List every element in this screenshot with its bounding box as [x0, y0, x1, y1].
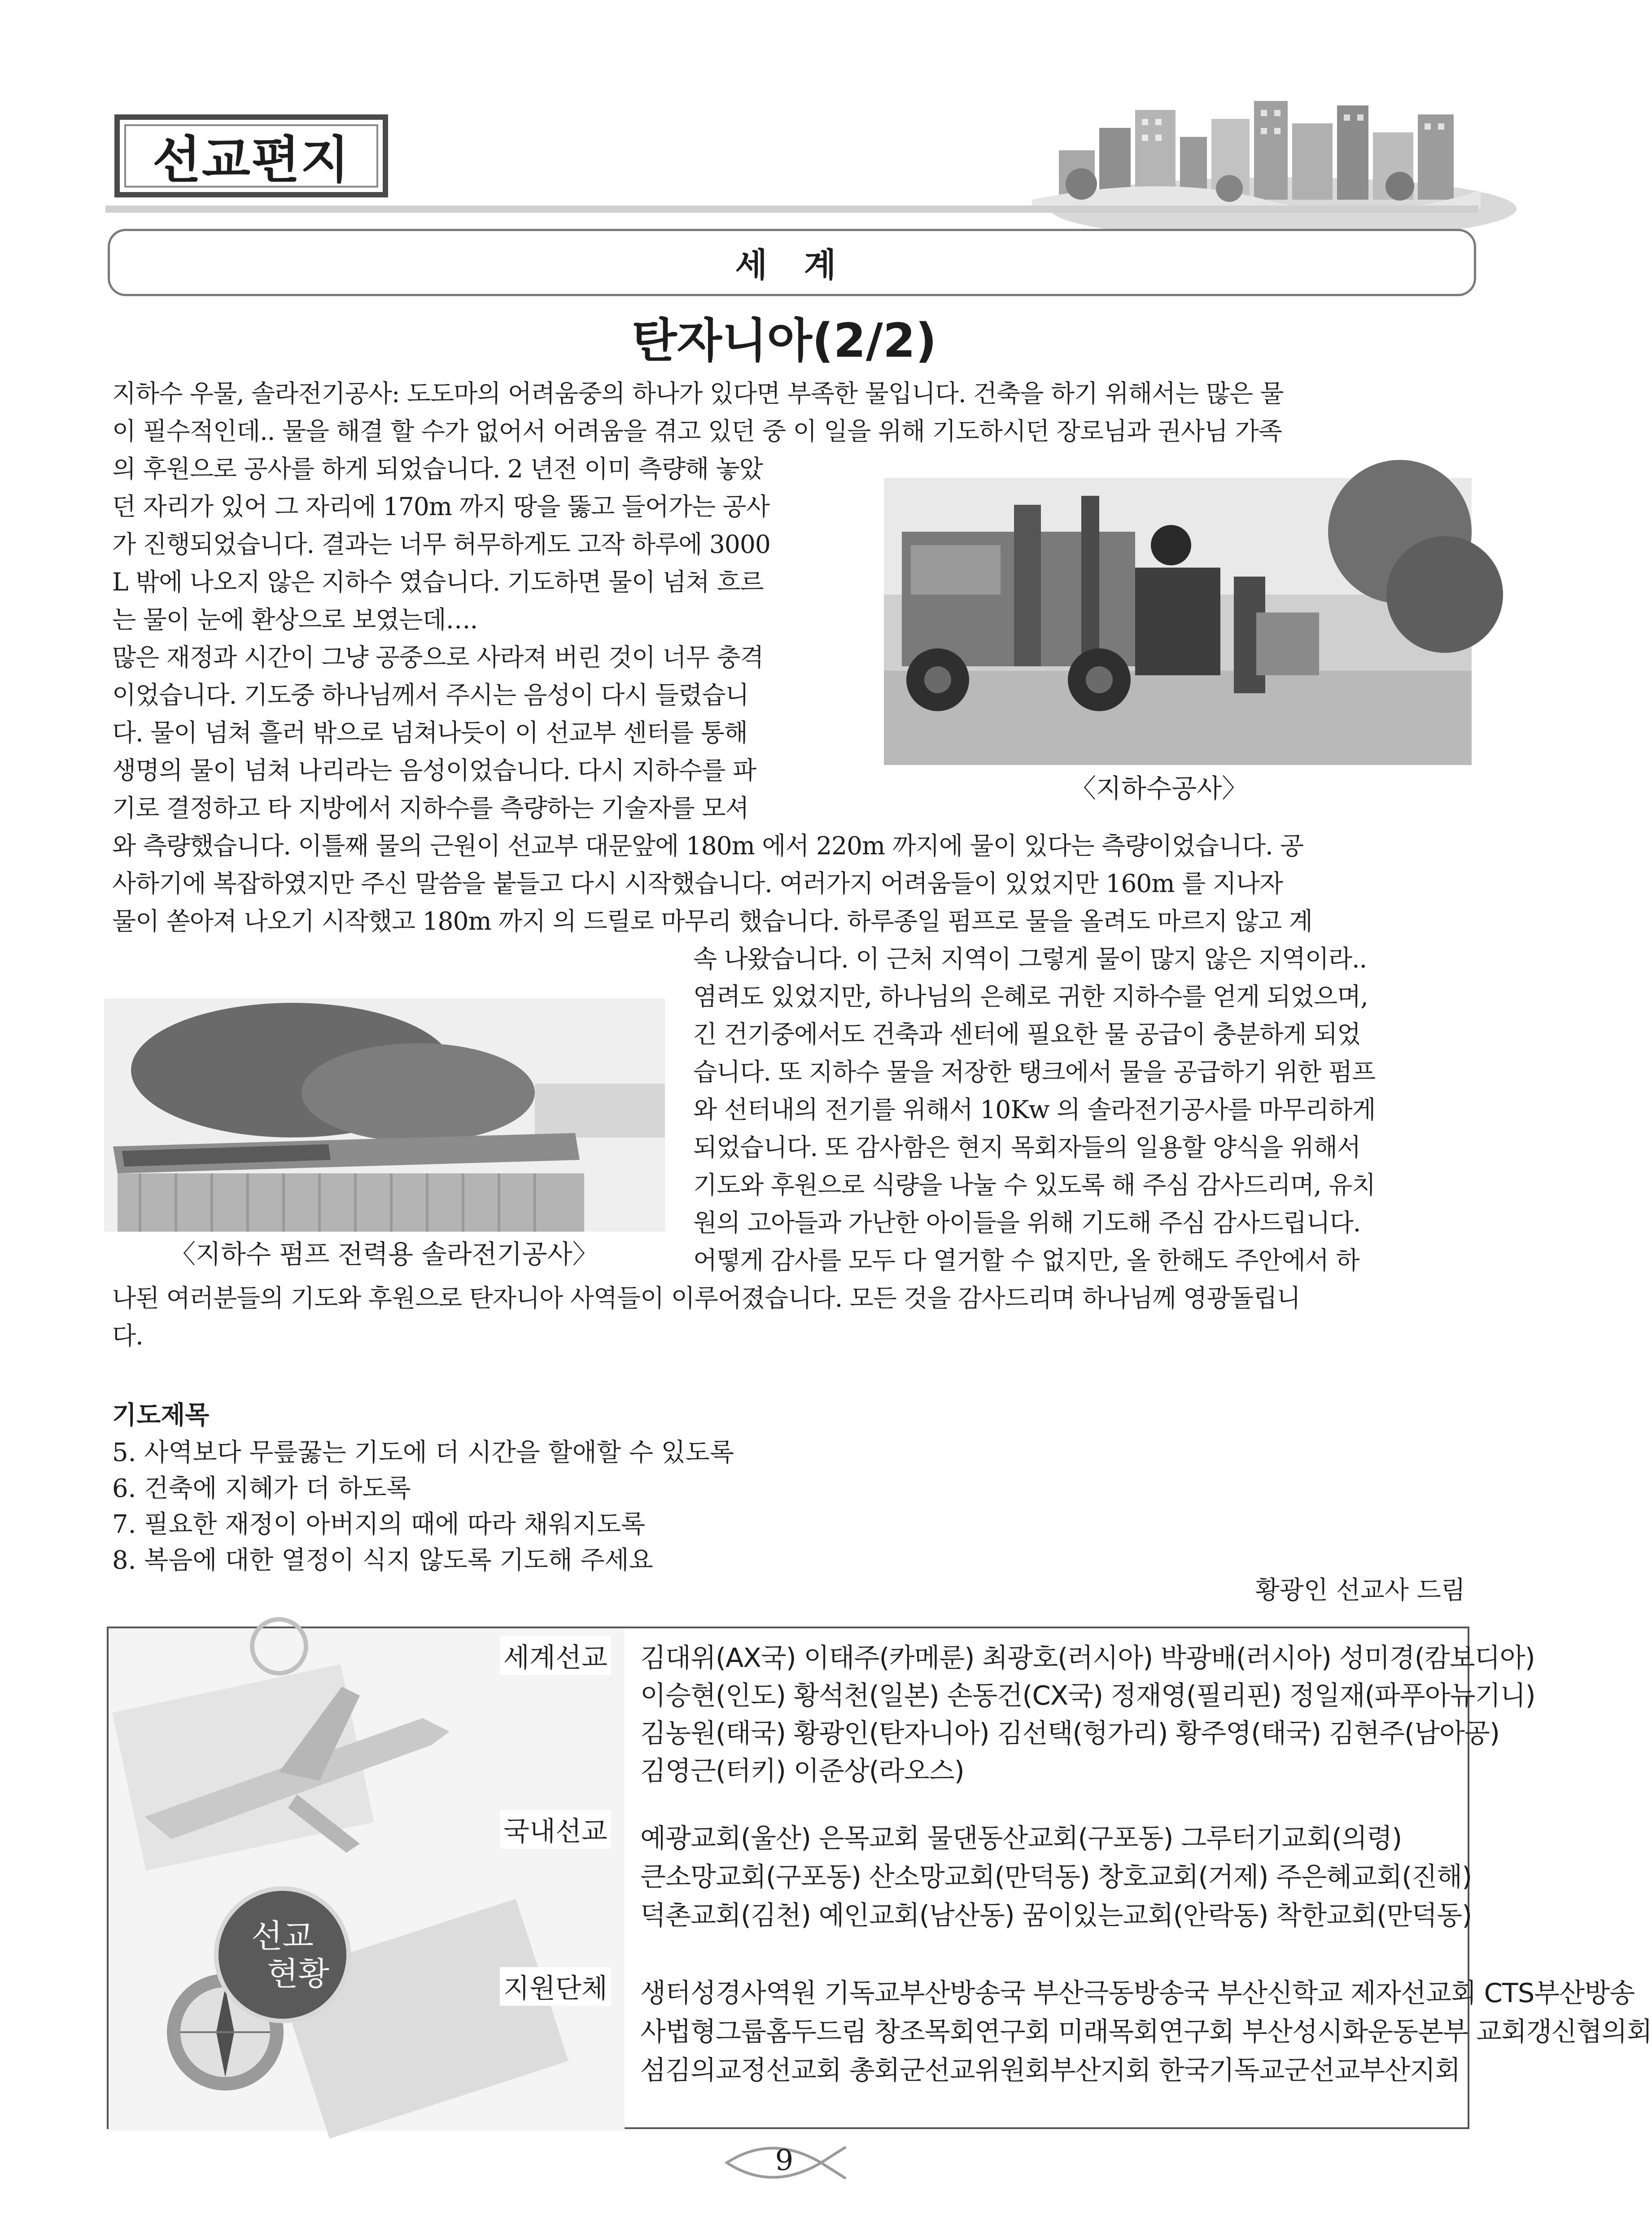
- category-label-world-mission: 세계선교: [500, 1636, 611, 1675]
- body-line: 사하기에 복잡하였지만 주신 말씀을 붙들고 다시 시작했습니다. 여러가지 어려움들이 있었지만 160m 를 지나자: [112, 869, 1283, 898]
- category-line: 김농원(태국) 황광인(탄자니아) 김선택(헝가리) 황주영(태국) 김현주(남아공): [640, 1718, 1500, 1749]
- city-illustration: [1032, 96, 1481, 209]
- section-category-pill: [108, 229, 1476, 296]
- body-line: 와 측량했습니다. 이틀째 물의 근원이 선교부 대문앞에 180m 에서 220m 까지에 물이 있다는 측량이었습니다. 공: [112, 831, 1304, 860]
- missionary-signature: 황광인 선교사 드림: [1255, 1576, 1465, 1605]
- body-line: 습니다. 또 지하수 물을 저장한 탱크에서 물을 공급하기 위한 펌프: [693, 1058, 1376, 1086]
- body-line: 속 나왔습니다. 이 근처 지역이 그렇게 물이 많지 않은 지역이라..: [693, 945, 1367, 973]
- category-line: 생터성경사역원 기독교부산방송국 부산극동방송국 부산신학교 제자선교회 CTS부산방송: [640, 1977, 1635, 2008]
- badge-text-line2: 현황: [267, 1955, 330, 1993]
- section-header-text: 선교편지: [152, 131, 350, 189]
- category-line: 덕촌교회(김천) 예인교회(남산동) 꿈이있는교회(안락동) 착한교회(만덕동): [640, 1900, 1472, 1931]
- prayer-topics-heading: 기도제목: [112, 1401, 210, 1430]
- solar-installation-photo: [104, 998, 665, 1232]
- category-label-domestic-mission: 국내선교: [500, 1810, 611, 1849]
- body-line: 나된 여러분들의 기도와 후원으로 탄자니아 사역들이 이루어졌습니다. 모든 것을 감사드리며 하나님께 영광돌립니: [112, 1284, 1300, 1312]
- body-line: 기도와 후원으로 식량을 나눌 수 있도록 해 주심 감사드리며, 유치: [693, 1171, 1376, 1199]
- body-line: 물이 쏟아져 나오기 시작했고 180m 까지 의 드릴로 마무리 했습니다. 하루종일 펌프로 물을 올려도 마르지 않고 계: [112, 907, 1312, 936]
- solar-photo-caption: 〈지하수 펌프 전력용 솔라전기공사〉: [170, 1239, 599, 1269]
- body-line: 와 선터내의 전기를 위해서 10Kw 의 솔라전기공사를 마무리하게: [693, 1095, 1376, 1124]
- body-line: 생명의 물이 넘쳐 나리라는 음성이었습니다. 다시 지하수를 파: [112, 756, 756, 785]
- badge-text-line1: 선교: [251, 1917, 314, 1955]
- body-line: 는 물이 눈에 환상으로 보였는데….: [112, 605, 478, 634]
- category-line: 큰소망교회(구포동) 산소망교회(만덕동) 창호교회(거제) 주은혜교회(진해): [640, 1861, 1472, 1892]
- prayer-item: 7. 필요한 재정이 아버지의 때에 따라 채워지도록: [112, 1510, 646, 1539]
- header-divider: [105, 206, 1478, 213]
- body-line: 이 필수적인데.. 물을 해결 할 수가 없어서 어려움을 겪고 있던 중 이 일을 위해 기도하시던 장로님과 권사님 가족: [112, 417, 1282, 446]
- body-line: 지하수 우물, 솔라전기공사: 도도마의 어려움중의 하나가 있다면 부족한 물입니다. 건축을 하기 위해서는 많은 물: [112, 379, 1284, 408]
- body-line: 다. 물이 넘쳐 흘러 밖으로 넘쳐나듯이 이 선교부 센터를 통해: [112, 718, 747, 747]
- mission-status-box: [107, 1627, 1652, 2129]
- body-line: 되었습니다. 또 감사함은 현지 목회자들의 일용할 양식을 위해서: [693, 1133, 1361, 1162]
- prayer-item: 8. 복음에 대한 열정이 식지 않도록 기도해 주세요: [112, 1546, 653, 1575]
- body-line: 의 후원으로 공사를 하게 되었습니다. 2 년전 이미 측량해 놓았: [112, 455, 763, 483]
- body-line: 많은 재정과 시간이 그냥 공중으로 사라져 버린 것이 너무 충격: [112, 643, 764, 672]
- groundwater-drilling-photo: [884, 478, 1472, 765]
- body-line: 다.: [112, 1321, 143, 1350]
- article-title: 탄자니아(2/2): [632, 313, 937, 368]
- category-label-support-groups: 지원단체: [500, 1967, 611, 2006]
- section-category-text: 세 계: [735, 246, 849, 284]
- body-line: 이었습니다. 기도중 하나님께서 주시는 음성이 다시 들렸습니: [112, 681, 749, 709]
- body-line: 던 자리가 있어 그 자리에 170m 까지 땅을 뚫고 들어가는 공사: [112, 492, 769, 521]
- body-line: 염려도 있었지만, 하나님의 은혜로 귀한 지하수를 얻게 되었으며,: [693, 982, 1368, 1011]
- body-line: 기로 결정하고 타 지방에서 지하수를 측량하는 기술자를 모셔: [112, 794, 749, 822]
- category-line: 김대위(AX국) 이태주(카메룬) 최광호(러시아) 박광배(러시아) 성미경(캄보디아): [640, 1642, 1535, 1673]
- category-line: 이승현(인도) 황석천(일본) 손동건(CX국) 정재영(필리핀) 정일재(파푸아뉴기니): [640, 1680, 1535, 1711]
- prayer-item: 5. 사역보다 무릎꿇는 기도에 더 시간을 할애할 수 있도록: [112, 1438, 734, 1467]
- mission-status-badge: [214, 1886, 351, 2023]
- body-line: 긴 건기중에서도 건축과 센터에 필요한 물 공급이 충분하게 되었: [693, 1020, 1361, 1049]
- category-line: 사법형그룹홈두드림 창조목회연구회 미래목회연구회 부산성시화운동본부 교회갱신협의회: [640, 2016, 1652, 2047]
- body-line: L 밖에 나오지 않은 지하수 였습니다. 기도하면 물이 넘쳐 흐르: [112, 568, 764, 596]
- category-line: 섬김의교정선교회 총회군선교위원회부산지회 한국기독교군선교부산지회: [640, 2055, 1460, 2086]
- section-header-label: [114, 114, 388, 197]
- page-number: 9: [775, 2144, 794, 2177]
- prayer-item: 6. 건축에 지혜가 더 하도록: [112, 1474, 411, 1503]
- groundwater-photo-caption: 〈지하수공사〉: [1070, 773, 1248, 804]
- category-line: 예광교회(울산) 은목교회 물댄동산교회(구포동) 그루터기교회(의령): [640, 1823, 1402, 1854]
- body-line: 원의 고아들과 가난한 아이들을 위해 기도해 주심 감사드립니다.: [693, 1208, 1361, 1237]
- body-line: 어떻게 감사를 모두 다 열거할 수 없지만, 올 한해도 주안에서 하: [693, 1246, 1359, 1275]
- travel-collage-illustration: [109, 1628, 625, 2131]
- category-line: 김영근(터키) 이준상(라오스): [640, 1755, 964, 1786]
- body-line: 가 진행되었습니다. 결과는 너무 허무하게도 고작 하루에 3000: [112, 530, 770, 559]
